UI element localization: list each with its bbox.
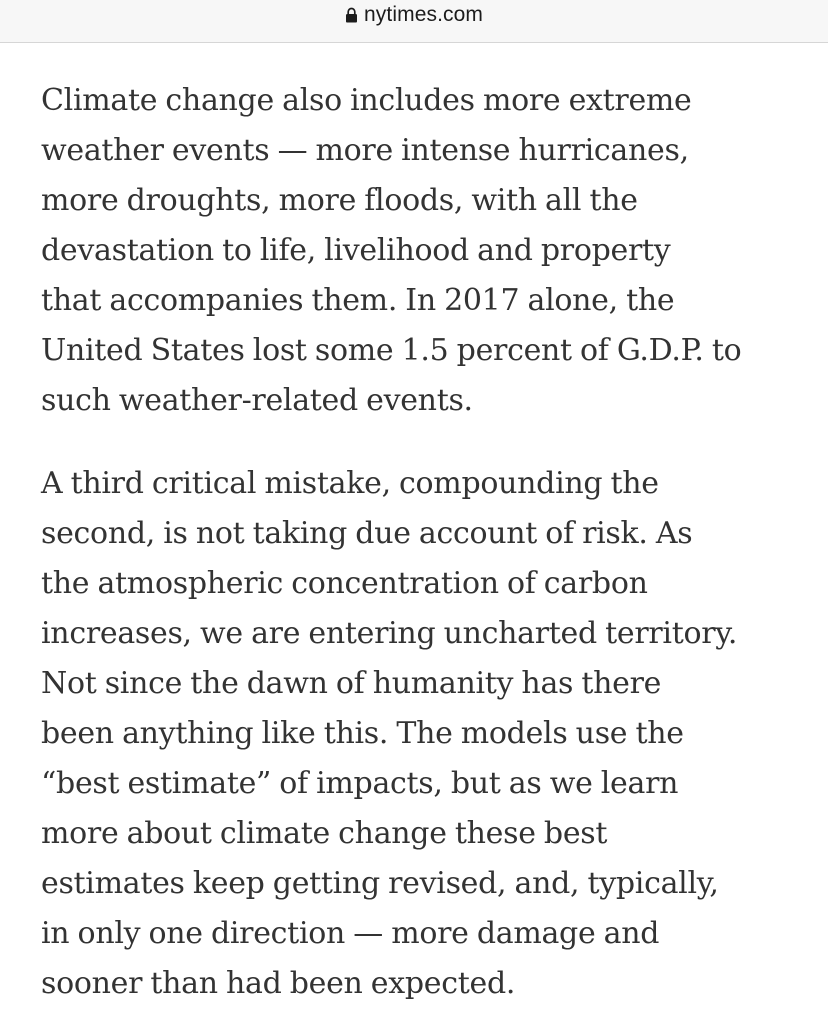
paragraph-line: Climate change also includes more extreme bbox=[41, 83, 692, 118]
paragraph-line: devastation to life, livelihood and property bbox=[41, 233, 671, 268]
paragraph-line: been anything like this. The models use the bbox=[41, 716, 684, 751]
paragraph-line: in only one direction — more damage and bbox=[41, 916, 660, 951]
paragraph-line: increases, we are entering uncharted territory. bbox=[41, 616, 738, 651]
paragraph-line: estimates keep getting revised, and, typically, bbox=[41, 866, 719, 901]
lock-icon bbox=[345, 7, 358, 23]
article-paragraph bbox=[41, 76, 801, 426]
address-bar[interactable] bbox=[0, 0, 828, 43]
paragraph-line: that accompanies them. In 2017 alone, the bbox=[41, 283, 675, 318]
paragraph-line: United States lost some 1.5 percent of G.D.P. to bbox=[41, 333, 742, 368]
article-body bbox=[41, 76, 801, 1009]
paragraph-line: more about climate change these best bbox=[41, 816, 608, 851]
paragraph-line: sooner than had been expected. bbox=[41, 966, 516, 1001]
paragraph-line: such weather-related events. bbox=[41, 383, 473, 418]
paragraph-line: second, is not taking due account of risk. As bbox=[41, 516, 693, 551]
paragraph-line: the atmospheric concentration of carbon bbox=[41, 566, 648, 601]
paragraph-line: “best estimate” of impacts, but as we learn bbox=[41, 766, 679, 801]
paragraph-line: more droughts, more floods, with all the bbox=[41, 183, 638, 218]
address-bar-content[interactable] bbox=[345, 3, 483, 27]
paragraph-line: weather events — more intense hurricanes, bbox=[41, 133, 689, 168]
paragraph-line: A third critical mistake, compounding the bbox=[41, 466, 659, 501]
url-text[interactable]: nytimes.com bbox=[364, 3, 483, 26]
article-paragraph bbox=[41, 459, 801, 1009]
paragraph-line: Not since the dawn of humanity has there bbox=[41, 666, 662, 701]
